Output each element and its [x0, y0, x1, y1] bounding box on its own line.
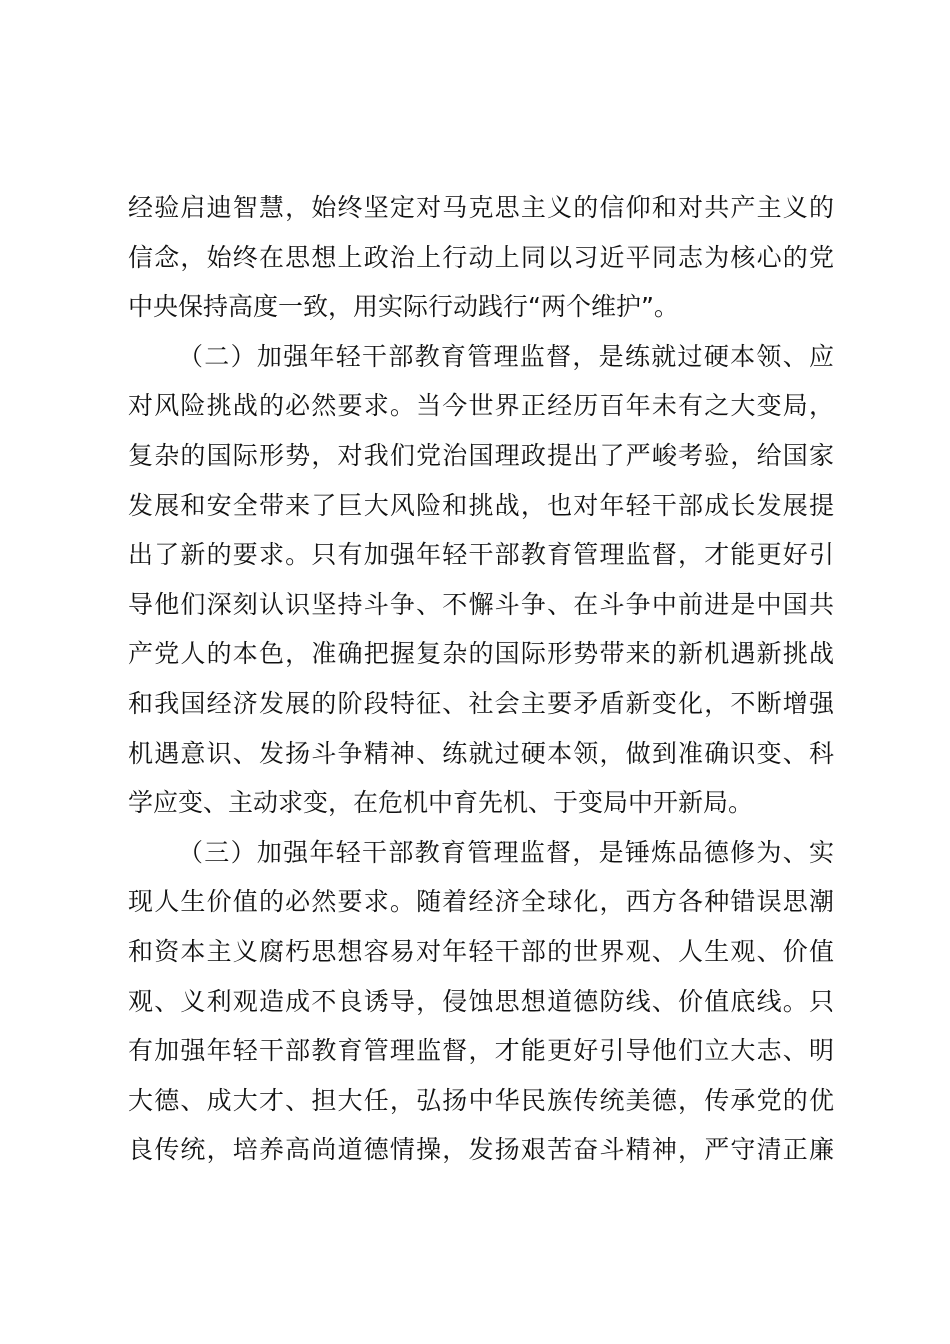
- text-line: 和我国经济发展的阶段特征、社会主要矛盾新变化，不断增强: [128, 688, 834, 718]
- text-line: 导他们深刻认识坚持斗争、不懈斗争、在斗争中前进是中国共: [128, 589, 834, 619]
- text-line: 出了新的要求。只有加强年轻干部教育管理监督，才能更好引: [128, 540, 834, 570]
- text-line: 现人生价值的必然要求。随着经济全球化，西方各种错误思潮: [128, 887, 834, 917]
- paragraph-first-line: （二）加强年轻干部教育管理监督，是练就过硬本领、应: [178, 341, 834, 371]
- text-line: 复杂的国际形势，对我们党治国理政提出了严峻考验，给国家: [128, 440, 834, 470]
- text-line: 有加强年轻干部教育管理监督，才能更好引导他们立大志、明: [128, 1036, 834, 1066]
- text-line: 和资本主义腐朽思想容易对年轻干部的世界观、人生观、价值: [128, 936, 834, 966]
- document-body: [128, 183, 834, 1175]
- text-line: 信念，始终在思想上政治上行动上同以习近平同志为核心的党: [128, 242, 834, 272]
- text-line: 发展和安全带来了巨大风险和挑战，也对年轻干部成长发展提: [128, 490, 834, 520]
- text-line: 中央保持高度一致，用实际行动践行“两个维护”。: [128, 292, 679, 322]
- text-line: 产党人的本色，准确把握复杂的国际形势带来的新机遇新挑战: [128, 639, 834, 669]
- text-line: 经验启迪智慧，始终坚定对马克思主义的信仰和对共产主义的: [128, 193, 834, 222]
- text-line: 对风险挑战的必然要求。当今世界正经历百年未有之大变局，: [128, 391, 834, 421]
- paragraph-first-line: （三）加强年轻干部教育管理监督，是锤炼品德修为、实: [178, 837, 834, 867]
- text-line: 机遇意识、发扬斗争精神、练就过硬本领，做到准确识变、科: [128, 738, 834, 768]
- text-line: 学应变、主动求变，在危机中育先机、于变局中开新局。: [128, 788, 754, 818]
- text-line: 观、义利观造成不良诱导，侵蚀思想道德防线、价值底线。只: [128, 986, 834, 1016]
- text-line: 大德、成大才、担大任，弘扬中华民族传统美德，传承党的优: [128, 1085, 834, 1115]
- text-line: 良传统，培养高尚道德情操，发扬艰苦奋斗精神，严守清正廉: [128, 1135, 834, 1165]
